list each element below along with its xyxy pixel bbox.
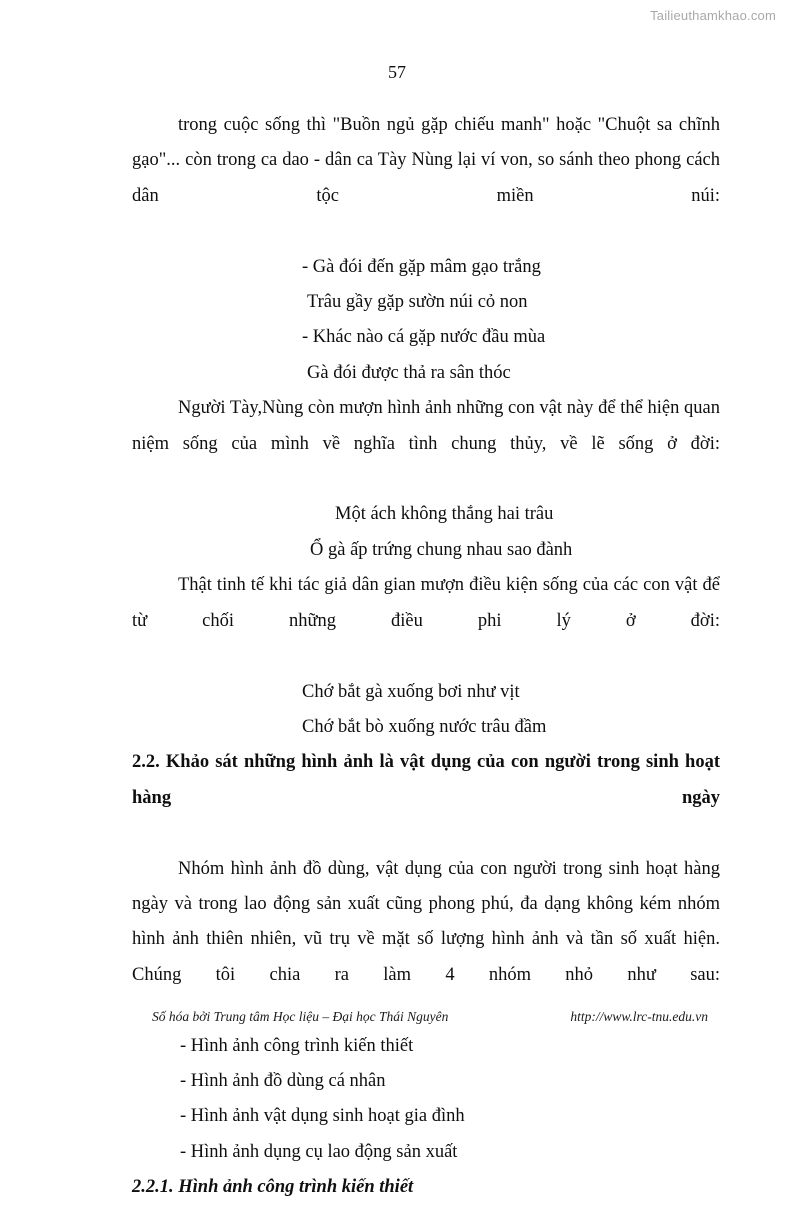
verse-block-2: [132, 497, 720, 568]
bullet-list: [132, 1029, 720, 1171]
list-item: - Hình ảnh dụng cụ lao động sản xuất: [180, 1141, 458, 1162]
footer-source-text: Số hóa bởi Trung tâm Học liệu – Đại học Thái Nguyên: [152, 1009, 449, 1024]
verse-line: Chớ bắt bò xuống nước trâu đầm: [302, 716, 547, 737]
verse-line: - Gà đói đến gặp mâm gạo trắng: [302, 256, 541, 277]
paragraph-4: Nhóm hình ảnh đồ dùng, vật dụng của con người trong sinh hoạt hàng ngày và trong lao động sản xuất cũng phong phú, đa dạng không kém nhóm hình ảnh thiên nhiên, vũ trụ về mặt số lượng hình ảnh và tần số xuất hiện. Chúng tôi chia ra làm 4 nhóm nhỏ như sau:: [132, 858, 720, 985]
verse-line: - Khác nào cá gặp nước đầu mùa: [302, 327, 546, 348]
page-content: [132, 108, 720, 1206]
page-number: 57: [388, 62, 406, 82]
list-item: - Hình ảnh vật dụng sinh hoạt gia đình: [180, 1106, 465, 1127]
verse-line: Trâu gầy gặp sườn núi cỏ non: [307, 292, 528, 313]
paragraph-1: trong cuộc sống thì "Buồn ngủ gặp chiếu manh" hoặc "Chuột sa chĩnh gạo"... còn trong ca dao - dân ca Tày Nùng lại ví von, so sánh theo phong cách dân tộc miền núi:: [132, 115, 720, 206]
section-heading-2-2-1: 2.2.1. Hình ảnh công trình kiến thiết: [132, 1177, 414, 1198]
verse-line: Gà đói được thả ra sân thóc: [307, 362, 511, 383]
footer-url: http://www.lrc-tnu.edu.vn: [570, 1009, 708, 1024]
verse-line: Một ách không thắng hai trâu: [335, 504, 554, 525]
list-item: - Hình ảnh đồ dùng cá nhân: [180, 1070, 386, 1091]
verse-line: Ổ gà ấp trứng chung nhau sao đành: [310, 539, 573, 560]
verse-line: Chớ bắt gà xuống bơi như vịt: [302, 681, 520, 702]
section-heading-2-2: 2.2. Khảo sát những hình ảnh là vật dụng của con người trong sinh hoạt hàng ngày: [132, 752, 720, 808]
verse-block-1: [132, 250, 720, 392]
watermark-label: Tailieuthamkhao.com: [650, 8, 776, 23]
verse-block-3: [132, 675, 720, 746]
paragraph-2: Người Tày,Nùng còn mượn hình ảnh những con vật này để thể hiện quan niệm sống của mình về nghĩa tình chung thủy, về lẽ sống ở đời:: [132, 398, 720, 454]
page-footer: [152, 1008, 708, 1026]
list-item: - Hình ảnh công trình kiến thiết: [180, 1035, 414, 1056]
paragraph-3: Thật tinh tế khi tác giả dân gian mượn điều kiện sống của các con vật để từ chối những điều phi lý ở đời:: [132, 575, 720, 631]
